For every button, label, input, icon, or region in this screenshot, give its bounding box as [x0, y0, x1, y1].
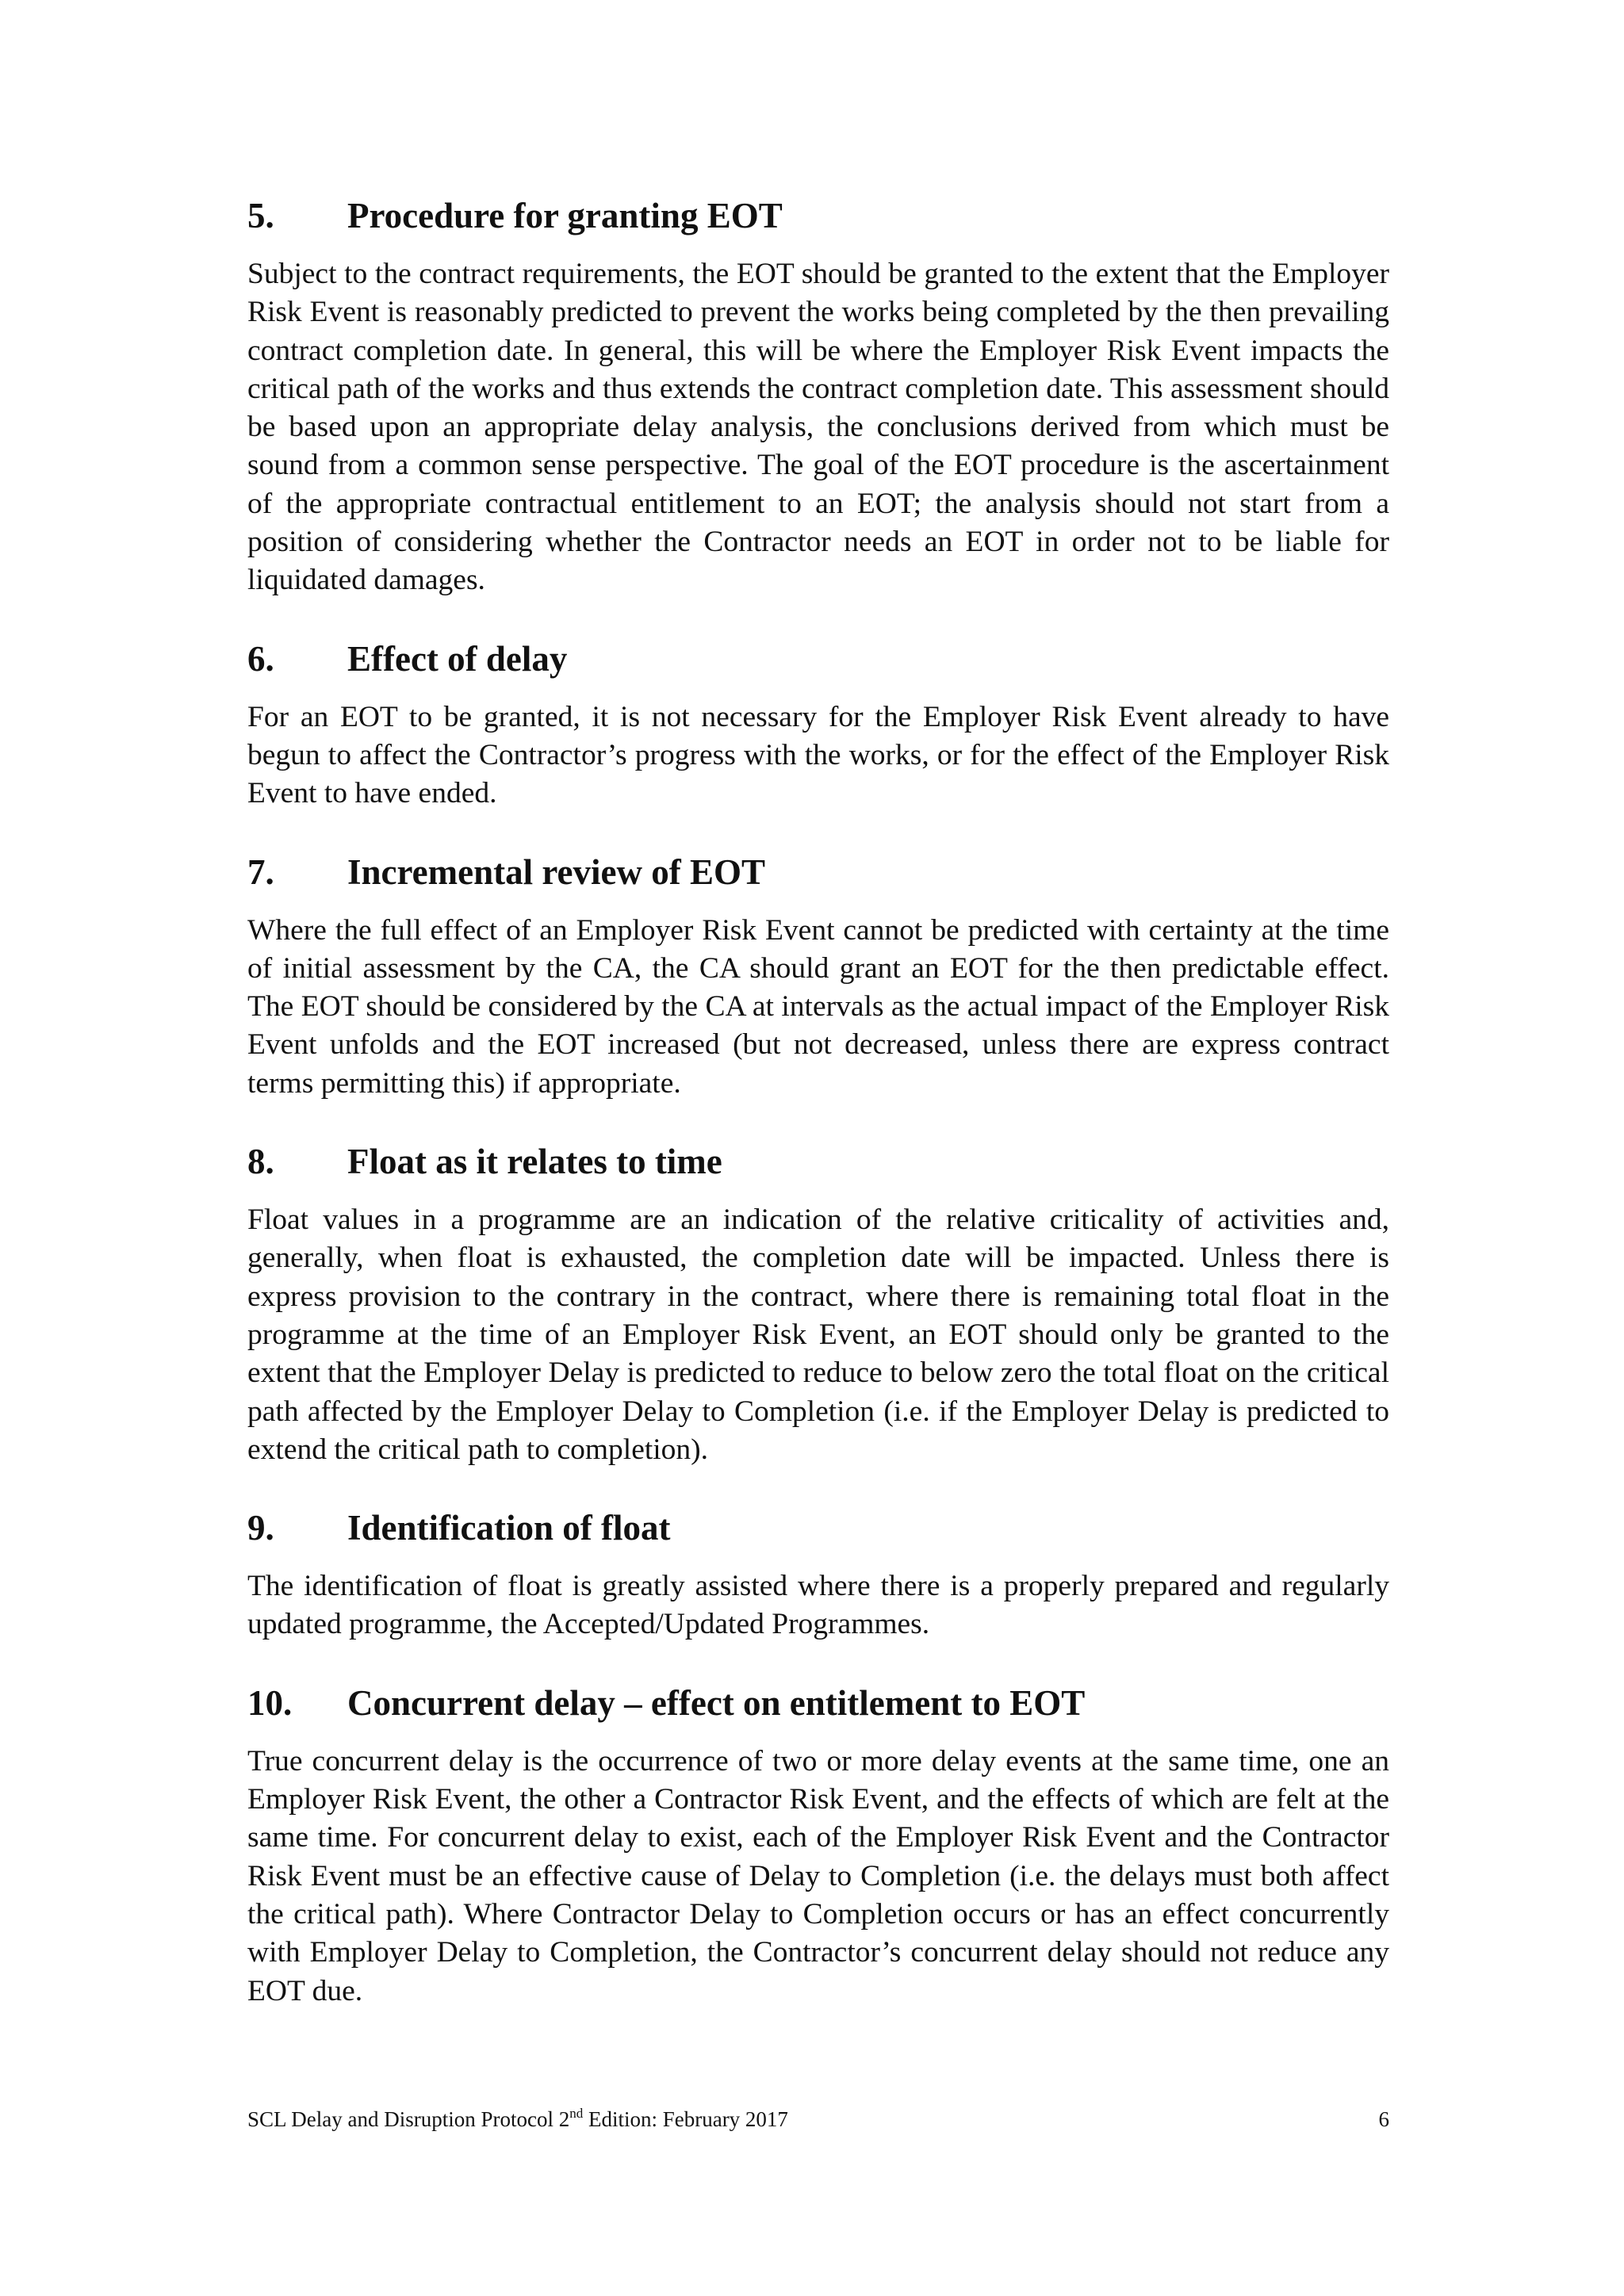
section-number: 7.: [247, 851, 274, 892]
section-number: 8.: [247, 1142, 274, 1182]
footer-title-superscript: nd: [569, 2106, 584, 2121]
section-title: Identification of float: [347, 1508, 671, 1548]
footer-title-suffix: Edition: February 2017: [583, 2107, 788, 2131]
section-paragraph: Float values in a programme are an indication of the relative criticality of activities and, generally, when float is exhausted, the completion date will be impacted. Unless there is express provision to the contrary in the contract, where there is remaining total float in the programme at the time of an Employer Risk Event, an EOT should only be granted to the extent that the Employer Delay is predicted to reduce to below zero the total float on the critical path affected by the Employer Delay to Completion (i.e. if the Employer Delay is predicted to extend the critical path to completion).: [247, 1203, 1389, 1466]
section-10: [247, 1681, 1389, 2011]
section-6: [247, 637, 1389, 813]
section-7: [247, 850, 1389, 1103]
section-heading: [247, 193, 1389, 238]
section-paragraph: True concurrent delay is the occurrence of two or more delay events at the same time, one an Employer Risk Event, the other a Contractor Risk Event, and the effects of which are felt at the same time. For concurrent delay to exist, each of the Employer Risk Event and the Contractor Risk Event must be an effective cause of Delay to Completion (i.e. the delays must both affect the critical path). Where Contractor Delay to Completion occurs or has an effect concurrently with Employer Delay to Completion, the Contractor’s concurrent delay should not reduce any EOT due.: [247, 1744, 1389, 2007]
section-paragraph: The identification of float is greatly assisted where there is a properly prepared and regularly updated programme, the Accepted/Updated Programmes.: [247, 1570, 1389, 1641]
section-heading: [247, 637, 1389, 681]
section-title: Concurrent delay – effect on entitlement to EOT: [347, 1682, 1086, 1723]
page-footer: [247, 2105, 1389, 2133]
section-heading: [247, 1506, 1389, 1550]
section-heading: [247, 1681, 1389, 1725]
footer-title-prefix: SCL Delay and Disruption Protocol 2: [247, 2107, 570, 2131]
section-title: Float as it relates to time: [347, 1142, 722, 1182]
section-number: 10.: [247, 1682, 293, 1723]
section-paragraph: Where the full effect of an Employer Risk Event cannot be predicted with certainty at the time of initial assessment by the CA, the CA should grant an EOT for the then predictable effect. The EOT should be considered by the CA at intervals as the actual impact of the Employer Risk Event unfolds and the EOT increased (but not decreased, unless there are express contract terms permitting this) if appropriate.: [247, 913, 1389, 1100]
section-title: Effect of delay: [347, 638, 568, 679]
section-paragraph: Subject to the contract requirements, the EOT should be granted to the extent that the Employer Risk Event is reasonably predicted to prevent the works being completed by the then prevailing contract completion date. In general, this will be where the Employer Risk Event impacts the critical path of the works and thus extends the contract completion date. This assessment should be based upon an appropriate delay analysis, the conclusions derived from which must be sound from a common sense perspective. The goal of the EOT procedure is the ascertainment of the appropriate contractual entitlement to an EOT; the analysis should not start from a position of considering whether the Contractor needs an EOT in order not to be liable for liquidated damages.: [247, 258, 1389, 597]
section-title: Procedure for granting EOT: [347, 196, 783, 235]
section-heading: [247, 850, 1389, 894]
section-heading: [247, 1139, 1389, 1184]
section-title: Incremental review of EOT: [347, 851, 765, 892]
document-body: [247, 193, 1389, 2047]
section-number: 9.: [247, 1508, 274, 1548]
section-paragraph: For an EOT to be granted, it is not necessary for the Employer Risk Event already to have begun to affect the Contractor’s progress with the works, or for the effect of the Employer Risk Event to have ended.: [247, 700, 1389, 810]
section-number: 6.: [247, 638, 274, 679]
page-number: 6: [1378, 2107, 1389, 2131]
footer-document-title: [247, 2105, 788, 2133]
section-8: [247, 1139, 1389, 1469]
section-5: [247, 193, 1389, 600]
section-9: [247, 1506, 1389, 1644]
section-number: 5.: [247, 196, 274, 235]
